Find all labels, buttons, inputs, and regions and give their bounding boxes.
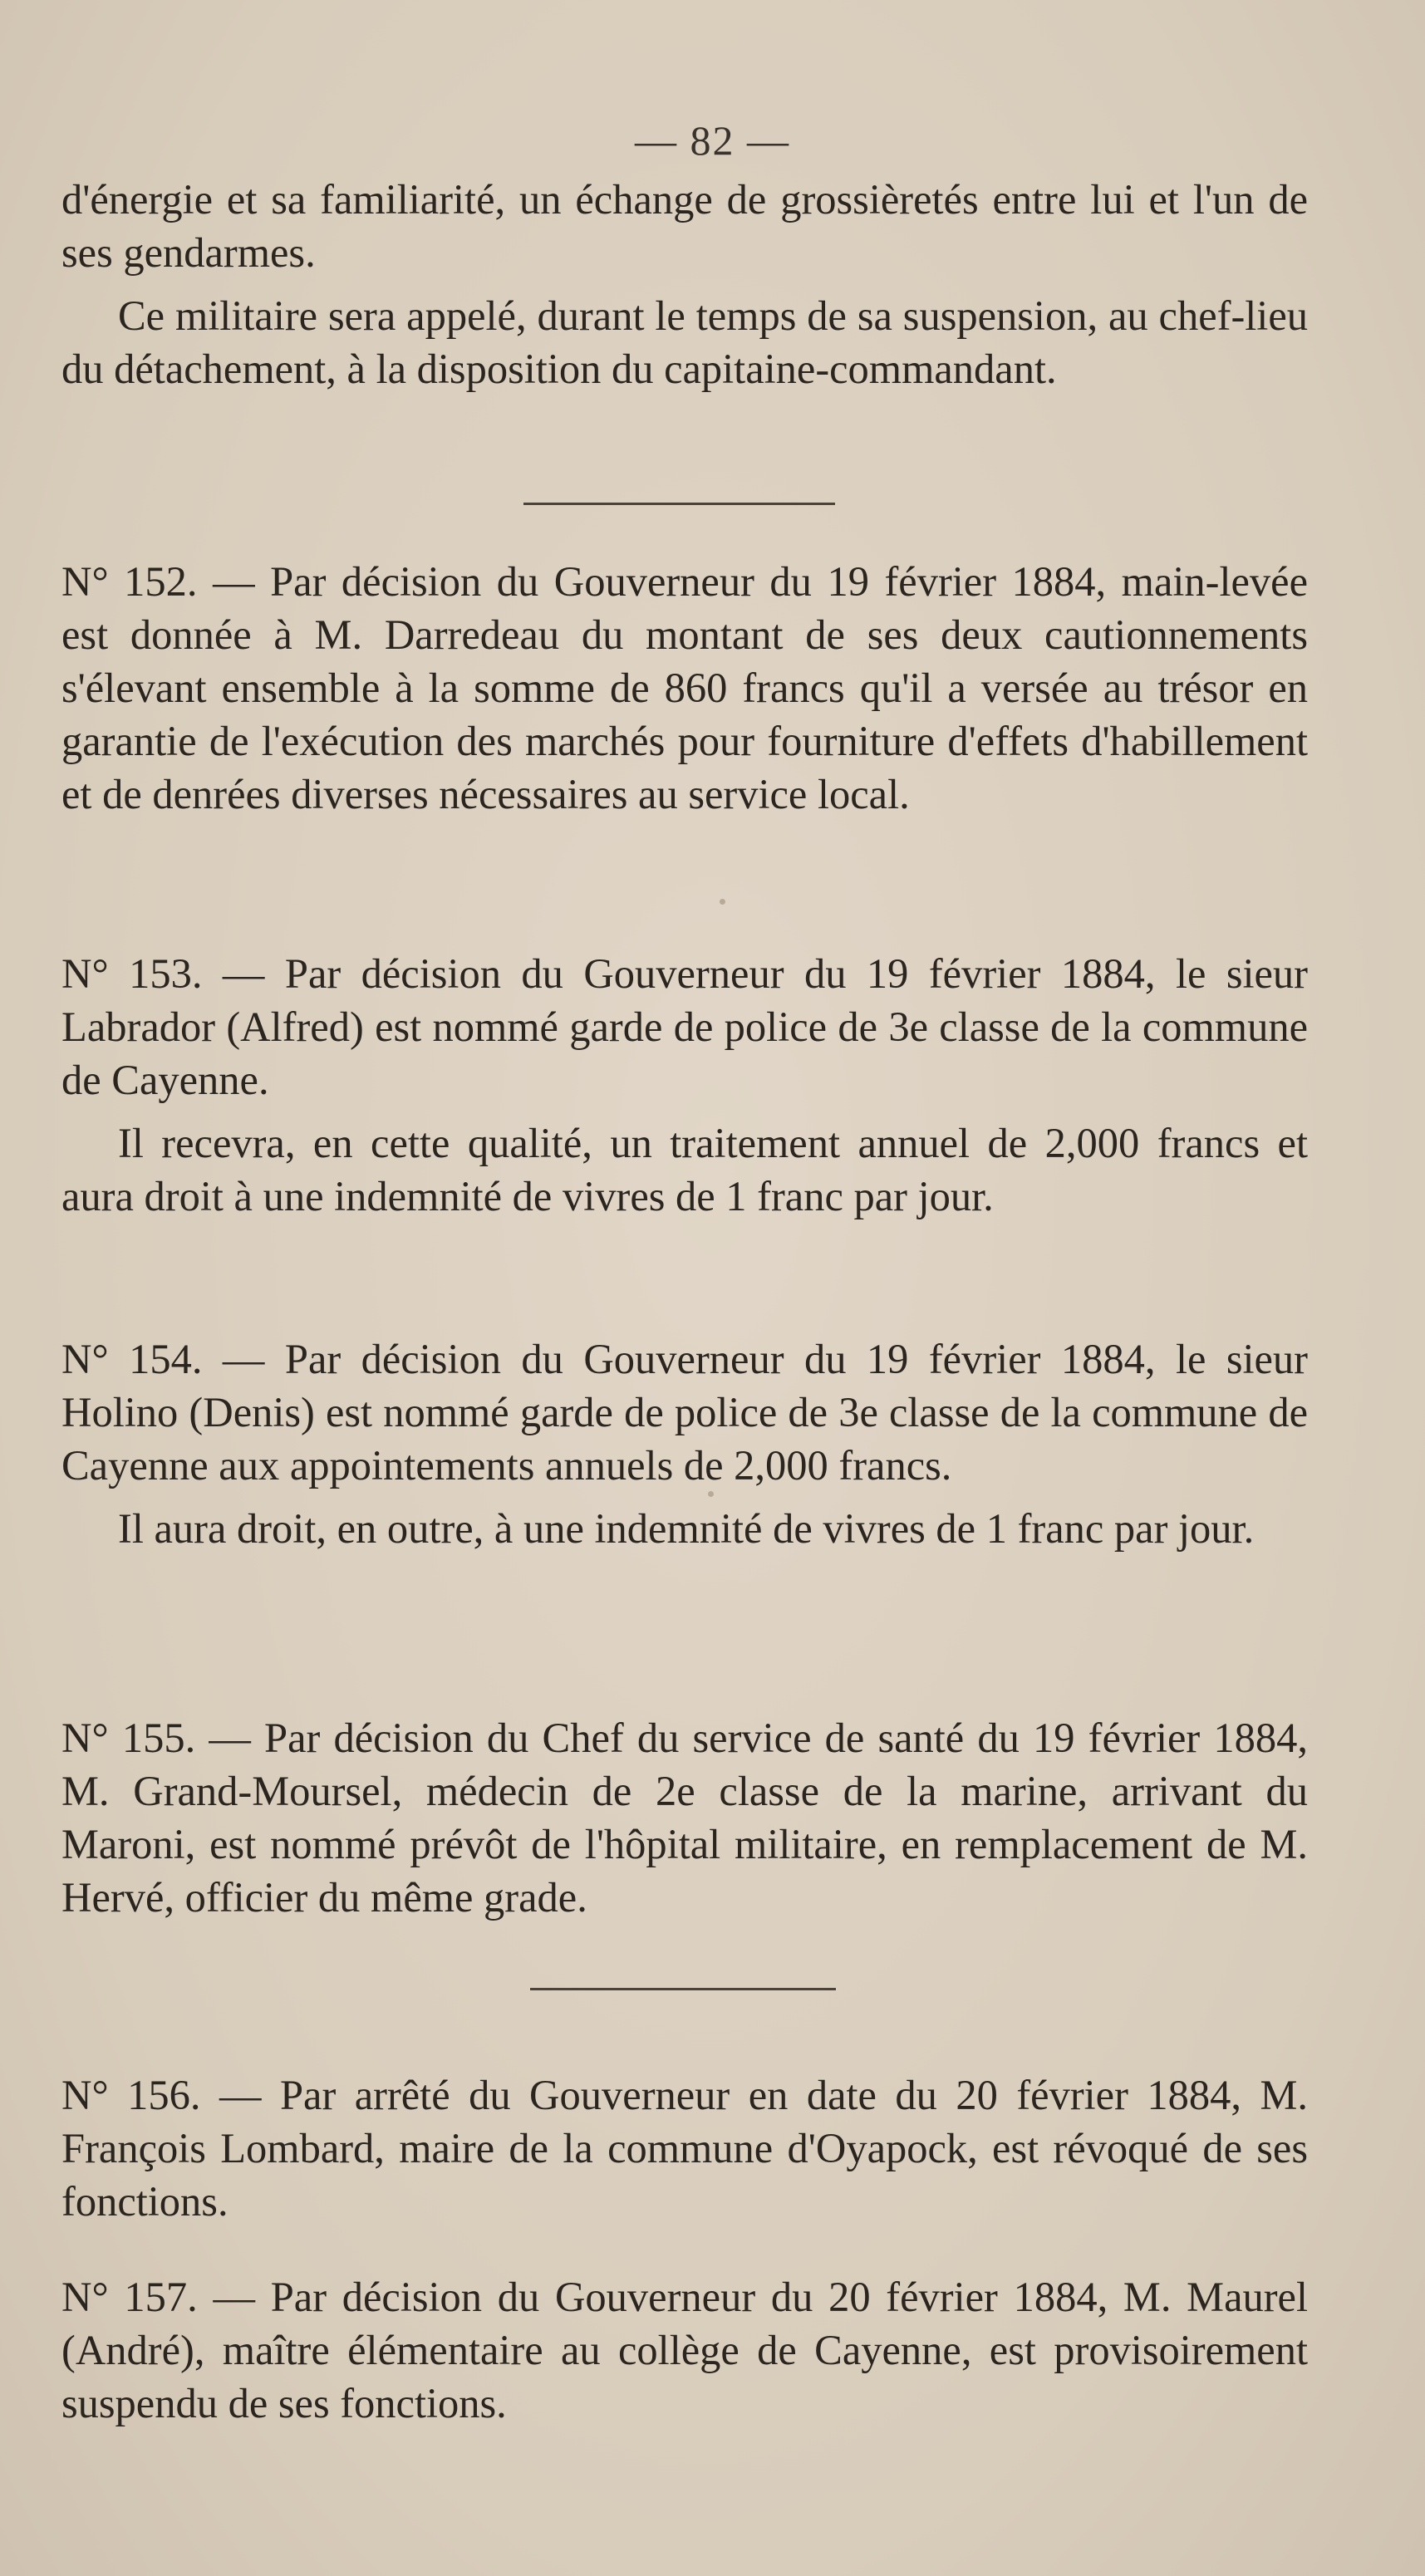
paragraph: Il recevra, en cette qualité, un traitement annuel de 2,000 francs et aura droit à une indemnité de vivres de 1 franc par jour. xyxy=(61,1120,1308,1219)
paragraph: N° 153. — Par décision du Gouverneur du 19 février 1884, le sieur Labrador (Alfred) est nommé garde de police de 3e classe de la commune de Cayenne. xyxy=(61,950,1308,1103)
print-speck xyxy=(720,899,725,905)
paragraph: Il aura droit, en outre, à une indemnité de vivres de 1 franc par jour. xyxy=(118,1505,1255,1552)
page-number: — 82 — xyxy=(635,117,790,164)
section-divider xyxy=(523,503,835,505)
decision-154 xyxy=(61,1332,1308,1555)
paragraph: N° 157. — Par décision du Gouverneur du 20 février 1884, M. Maurel (André), maître élémentaire au collège de Cayenne, est provisoirement suspendu de ses fonctions. xyxy=(61,2274,1308,2426)
print-speck xyxy=(708,1491,714,1497)
decision-157 xyxy=(61,2270,1308,2430)
paragraph: N° 156. — Par arrêté du Gouverneur en date du 20 février 1884, M. François Lombard, maire de la commune d'Oyapock, est révoqué de ses fonctions. xyxy=(61,2072,1308,2225)
paragraph: N° 152. — Par décision du Gouverneur du 19 février 1884, main-levée est donnée à M. Darredeau du montant de ses deux cautionnements s'élevant ensemble à la somme de 860 francs qu'il a versée au trésor en garantie de l'exécution des marchés pour fourniture d'effets d'habillement et de denrées diverses nécessaires au service local. xyxy=(61,558,1308,817)
decision-153 xyxy=(61,947,1308,1223)
intro-section xyxy=(61,173,1308,395)
section-divider xyxy=(530,1988,836,1990)
decision-156 xyxy=(61,2068,1308,2228)
paragraph: d'énergie et sa familiarité, un échange de grossièretés entre lui et l'un de ses gendarmes. xyxy=(61,176,1308,276)
paragraph: Ce militaire sera appelé, durant le temps de sa suspension, au chef-lieu du détachement, à la disposition du capitaine-commandant. xyxy=(61,292,1308,392)
paragraph: N° 155. — Par décision du Chef du service de santé du 19 février 1884, M. Grand-Moursel, médecin de 2e classe de la marine, arrivant du Maroni, est nommé prévôt de l'hôpital militaire, en remplacement de M. Hervé, officier du même grade. xyxy=(61,1715,1308,1921)
decision-152 xyxy=(61,555,1308,821)
paragraph: N° 154. — Par décision du Gouverneur du 19 février 1884, le sieur Holino (Denis) est nommé garde de police de 3e classe de la commune de Cayenne aux appointements annuels de 2,000 francs. xyxy=(61,1336,1308,1489)
decision-155 xyxy=(61,1711,1308,1924)
